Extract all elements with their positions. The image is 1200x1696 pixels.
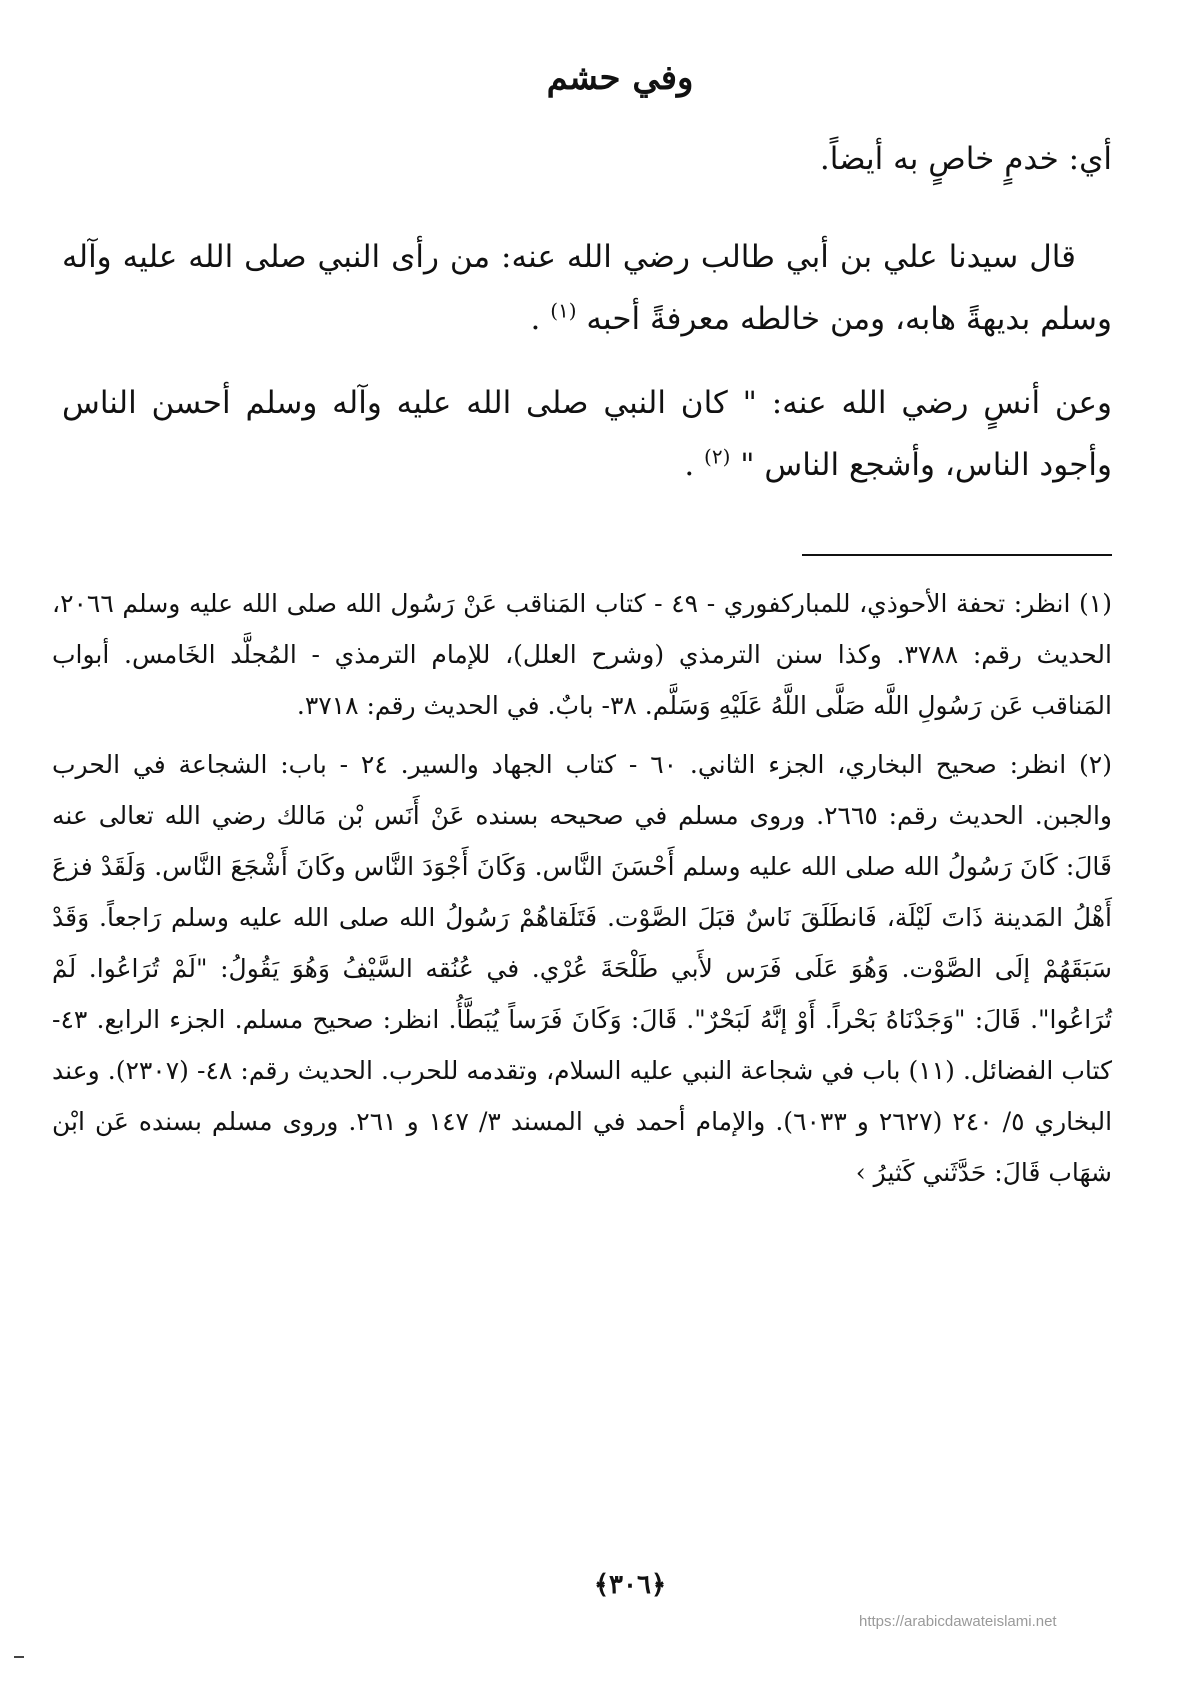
section-heading: وفي حشم <box>546 58 694 98</box>
watermark-url: https://arabicdawateislami.net <box>859 1613 1057 1630</box>
scan-edge-mark <box>14 1656 24 1658</box>
footnote-reference-1: (١) <box>550 298 577 323</box>
paragraph-text: وعن أنسٍ رضي الله عنه: " كان النبي صلى الله عليه وآله وسلم أحسن الناس وأجود الناس، وأشجع الناس " <box>62 385 1112 483</box>
footnote-reference-2: (٢) <box>704 444 731 469</box>
paragraph-text: أي: خدمٍ خاصٍ به أيضاً. <box>819 141 1112 177</box>
body-paragraph-2 <box>62 226 1112 350</box>
page-number: ﴿٣٠٦﴾ <box>593 1570 667 1600</box>
footnote-separator <box>802 554 1112 556</box>
paragraph-end-mark: . <box>530 301 541 337</box>
footnote-1: (١) انظر: تحفة الأحوذي، للمباركفوري - ٤٩ - كتاب المَناقب عَنْ رَسُول الله صلى الله عليه وسلم ٢٠٦٦، الحديث رقم: ٣٧٨٨. وكذا سنن الترمذي (وشرح العلل)، للإمام الترمذي - المُجلَّد الخَامس. أبواب المَناقب عَن رَسُولِ اللَّه صَلَّى اللَّهُ عَلَيْهِ وَسَلَّم. ٣٨- بابٌ. في الحديث رقم: ٣٧١٨. <box>52 589 1112 720</box>
paragraph-container <box>62 372 1112 496</box>
continuation-mark: › <box>855 1158 866 1187</box>
paragraph-container <box>62 226 1112 350</box>
body-paragraph-1 <box>62 128 1112 190</box>
body-paragraph-3 <box>62 372 1112 496</box>
footnotes-section <box>52 578 1112 1204</box>
footnote-container <box>52 739 1112 1198</box>
paragraph-text: قال سيدنا علي بن أبي طالب رضي الله عنه: من رأى النبي صلى الله عليه وآله وسلم بديهةً هابه، ومن خالطه معرفةً أحبه <box>62 239 1112 337</box>
paragraph-end-mark: . <box>684 447 695 483</box>
footnote-2: (٢) انظر: صحيح البخاري، الجزء الثاني. ٦٠ - كتاب الجهاد والسير. ٢٤ - باب: الشجاعة في الحرب والجبن. الحديث رقم: ٢٦٦٥. وروى مسلم في صحيحه بسنده عَنْ أَنَس بْن مَالك رضي الله تعالى عنه قَالَ: كَانَ رَسُولُ الله صلى الله عليه وسلم أَحْسَنَ النَّاس. وَكَانَ أَجْوَدَ النَّاس وكَانَ أَشْجَعَ النَّاس. وَلَقَدْ فزعَ أَهْلُ المَدينة ذَاتَ لَيْلَة، فَانطَلَقَ نَاسٌ قبَلَ الصَّوْت. فَتَلَقاهُمْ رَسُولُ الله صلى الله عليه وسلم رَاجعاً. وَقَدْ سَبَقَهُمْ إلَى الصَّوْت. وَهُوَ عَلَى فَرَس لأَبي طَلْحَةَ عُرْي. في عُنُقه السَّيْفُ وَهُوَ يَقُولُ: "لَمْ تُرَاعُوا. لَمْ تُرَاعُوا". قَالَ: "وَجَدْنَاهُ بَحْراً. أَوْ إنَّهُ لَبَحْرٌ". قَالَ: وَكَانَ فَرَساً يُبَطَّأُ. انظر: صحيح مسلم. الجزء الرابع. ٤٣- كتاب الفضائل. (١١) باب في شجاعة النبي عليه السلام، وتقدمه للحرب. الحديث رقم: ٤٨- (٢٣٠٧). وعند البخاري ٥/ ٢٤٠ (٢٦٢٧ و ٦٠٣٣). والإمام أحمد في المسند ٣/ ١٤٧ و ٢٦١. وروى مسلم بسنده عَن ابْن شهَاب قَالَ: حَدَّثَني كَثيرُ <box>52 750 1113 1187</box>
